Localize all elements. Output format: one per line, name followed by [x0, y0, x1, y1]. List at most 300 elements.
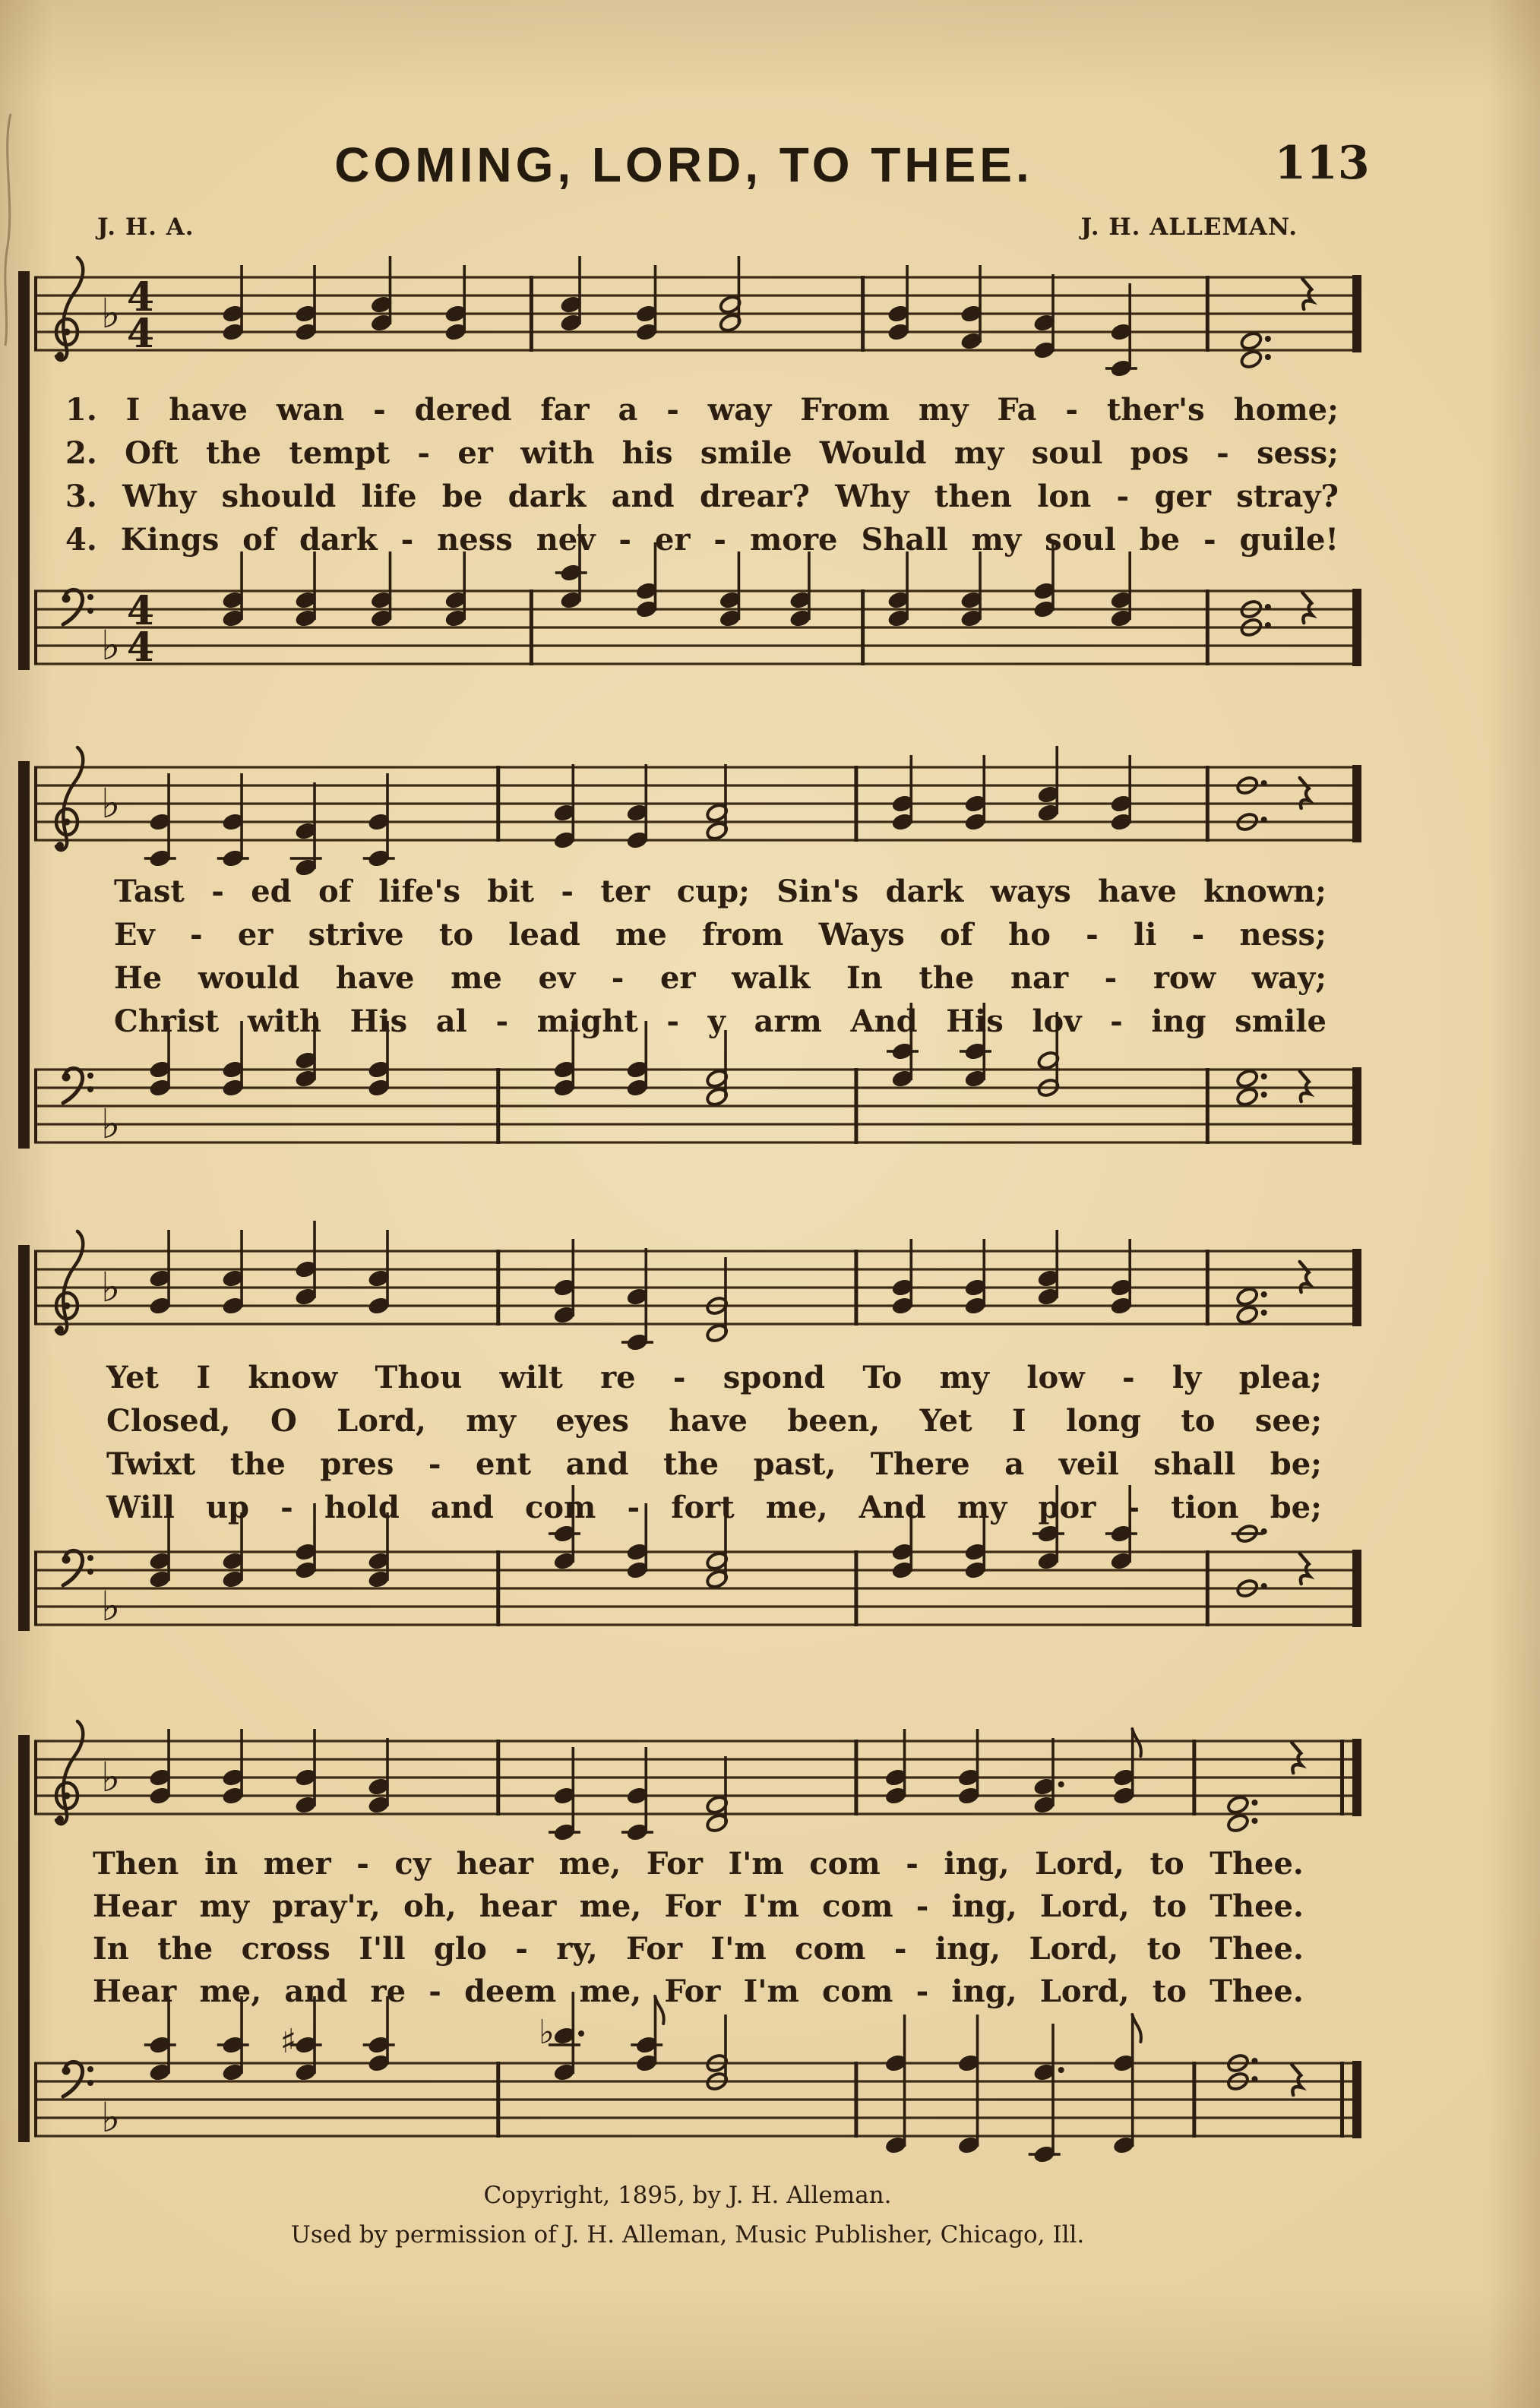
- lyric-token: dark: [299, 522, 378, 558]
- lyric-token: ry,: [556, 1931, 598, 1967]
- lyric-token: al: [435, 1003, 467, 1039]
- staff-line: [34, 608, 1360, 610]
- staff-line: [34, 1605, 1360, 1607]
- note-chord: [367, 1230, 391, 1316]
- lyric-token: com: [525, 1490, 596, 1525]
- lyric-token: know: [248, 1360, 338, 1395]
- staff-line: [34, 2135, 1360, 2137]
- lyric-token: -: [428, 1973, 441, 2009]
- lyric-token: re: [370, 1973, 406, 2009]
- verse-1-line-3: [65, 479, 1339, 522]
- lyric-token: -: [1110, 1003, 1123, 1039]
- lyric-token: Ev: [114, 917, 155, 953]
- lyric-token: shall: [1153, 1446, 1236, 1482]
- lyric-token: For: [664, 1888, 721, 1924]
- staff-line: [34, 644, 1360, 646]
- lyric-token: dark: [508, 479, 587, 514]
- staff-line: [34, 294, 1360, 296]
- barline: [1206, 276, 1210, 352]
- verse-1-line-2: [65, 435, 1339, 479]
- lyric-token: And: [859, 1490, 926, 1525]
- final-barline: [1352, 1739, 1361, 1816]
- lyric-token: O: [270, 1403, 297, 1439]
- lyric-token: And: [850, 1003, 918, 1039]
- footer: [46, 2182, 1330, 2265]
- lyric-token: the: [205, 435, 261, 471]
- lyric-token: be;: [1270, 1490, 1322, 1525]
- verse-4-line-3: [93, 1931, 1304, 1973]
- lyric-token: ing,: [951, 1888, 1017, 1924]
- lyric-token: the: [663, 1446, 719, 1482]
- lyric-token: to: [1152, 1973, 1187, 2009]
- lyric-token: to: [1149, 1846, 1184, 1882]
- staff-line: [34, 2098, 1360, 2100]
- lyric-token: Lord,: [1039, 1973, 1130, 2009]
- barline: [861, 589, 865, 665]
- lyric-token: wilt: [499, 1360, 563, 1395]
- staff-line: [34, 839, 1360, 841]
- staff-line: [34, 1104, 1360, 1107]
- lyric-token: plea;: [1238, 1360, 1322, 1395]
- lyric-token: tion: [1171, 1490, 1239, 1525]
- lyric-token: -: [1065, 392, 1078, 428]
- lyric-token: soul: [1045, 522, 1116, 558]
- lyric-token: Will: [106, 1490, 175, 1525]
- barline: [530, 589, 533, 665]
- lyric-token: be: [1139, 522, 1181, 558]
- barline: [1192, 2062, 1196, 2138]
- lyric-token: hold: [324, 1490, 400, 1525]
- lyric-token: ing,: [944, 1846, 1010, 1882]
- verse-block-4: [93, 1846, 1304, 2016]
- lyric-token: -: [1104, 960, 1118, 996]
- lyric-token: Fa: [997, 392, 1037, 428]
- lyric-token: ness: [437, 522, 513, 558]
- lyric-token: wan: [276, 392, 345, 428]
- lyric-token: -: [1086, 917, 1099, 953]
- barline: [1206, 1068, 1210, 1144]
- verse-2-line-1: [114, 874, 1327, 917]
- barline: [854, 1068, 858, 1144]
- lyric-token: -: [627, 1490, 640, 1525]
- lyric-token: Kings: [120, 522, 220, 558]
- lyric-token: and: [430, 1490, 494, 1525]
- lyric-token: He: [114, 960, 163, 996]
- lyric-token: Why: [122, 479, 197, 514]
- lyric-token: -: [211, 874, 224, 909]
- barline: [1340, 1740, 1344, 1815]
- lyric-token: 4.: [65, 522, 97, 558]
- barline: [854, 1740, 858, 1815]
- lyric-token: Hear: [93, 1973, 177, 2009]
- staff-line: [34, 1123, 1360, 1125]
- final-barline: [1352, 1067, 1361, 1145]
- lyric-token: -: [713, 522, 727, 558]
- lyric-token: Christ: [114, 1003, 220, 1039]
- lyric-token: of: [939, 917, 973, 953]
- lyric-token: -: [1216, 435, 1229, 471]
- lyric-token: tempt: [289, 435, 391, 471]
- lyric-token: past,: [753, 1446, 836, 1482]
- verse-4-line-1: [93, 1846, 1304, 1888]
- note-chord: [1239, 599, 1271, 637]
- barline: [861, 276, 865, 352]
- lyric-token: I: [196, 1360, 211, 1395]
- rest: [1300, 1071, 1310, 1101]
- lyric-token: nev: [536, 522, 596, 558]
- lyric-token: -: [189, 917, 203, 953]
- lyric-token: -: [666, 1003, 680, 1039]
- lyric-token: I'm: [743, 1973, 799, 2009]
- barline: [1340, 2062, 1344, 2138]
- staff-line: [34, 349, 1360, 351]
- lyric-token: Thee.: [1210, 1846, 1304, 1882]
- lyric-token: Lord,: [1035, 1846, 1124, 1882]
- barline: [496, 2062, 500, 2138]
- lyric-token: -: [400, 522, 414, 558]
- quarter-rest: [1302, 593, 1312, 623]
- lyric-token: ly: [1172, 1360, 1202, 1395]
- page-title: COMING, LORD, TO THEE.: [334, 137, 1033, 192]
- lyric-token: have: [335, 960, 415, 996]
- flat-sign: ♭: [101, 1753, 121, 1801]
- staff-line: [34, 766, 1360, 768]
- flat-sign: ♭: [101, 1100, 121, 1148]
- lyric-token: Lord,: [1039, 1888, 1130, 1924]
- verse-2-line-3: [114, 960, 1327, 1003]
- lyric-token: ther's: [1106, 392, 1205, 428]
- barline: [854, 2062, 858, 2138]
- lyric-token: 2.: [65, 435, 97, 471]
- lyric-token: from: [702, 917, 784, 953]
- lyric-token: to: [1152, 1888, 1187, 1924]
- rest: [1292, 2065, 1301, 2095]
- lyric-token: then: [934, 479, 1012, 514]
- note-chord: [1112, 2015, 1140, 2156]
- flat-sign: ♭: [101, 2094, 121, 2141]
- lyric-token: eyes: [555, 1403, 629, 1439]
- staff-line: [34, 1623, 1360, 1626]
- lyric-token: would: [198, 960, 300, 996]
- lyric-token: -: [1191, 917, 1205, 953]
- lyric-token: I'm: [728, 1846, 784, 1882]
- lyric-token: -: [561, 874, 574, 909]
- lyric-token: me: [615, 917, 667, 953]
- lyric-token: -: [1203, 522, 1216, 558]
- flat-sign: ♭: [101, 621, 121, 669]
- lyric-token: Ways: [818, 917, 905, 953]
- note-chord: [884, 2015, 908, 2156]
- lyric-token: Thee.: [1210, 1888, 1304, 1924]
- barline: [530, 276, 533, 352]
- lyric-token: in: [204, 1846, 239, 1882]
- staff-line: [34, 1323, 1360, 1325]
- lyric-token: Lord,: [337, 1403, 426, 1439]
- rest: [1292, 1743, 1301, 1773]
- lyric-token: to: [438, 917, 473, 953]
- lyric-token: His: [946, 1003, 1004, 1039]
- lyric-token: the: [229, 1446, 286, 1482]
- lyric-token: lead: [508, 917, 580, 953]
- lyric-token: of: [242, 522, 277, 558]
- lyric-token: Closed,: [106, 1403, 231, 1439]
- lyric-token: glo: [433, 1931, 487, 1967]
- lyric-token: me,: [765, 1490, 828, 1525]
- lyric-token: Sin's: [776, 874, 859, 909]
- lyric-token: veil: [1058, 1446, 1119, 1482]
- lyric-token: fort: [671, 1490, 735, 1525]
- lyric-token: the: [919, 960, 975, 996]
- lyric-token: com: [795, 1931, 866, 1967]
- lyric-token: Thee.: [1210, 1931, 1304, 1967]
- lyric-token: dered: [414, 392, 512, 428]
- page-number: 113: [1274, 137, 1370, 190]
- lyric-token: pray'r,: [272, 1888, 381, 1924]
- lyric-token: er: [237, 917, 274, 953]
- barline: [496, 1250, 500, 1326]
- lyric-token: low: [1026, 1360, 1085, 1395]
- barline: [1192, 1740, 1196, 1815]
- lyric-token: guile!: [1239, 522, 1339, 558]
- lyric-token: me,: [579, 1888, 642, 1924]
- time-signature: 4: [126, 311, 155, 357]
- lyric-token: er: [654, 522, 691, 558]
- barline: [1206, 1550, 1210, 1626]
- barline: [1206, 589, 1210, 665]
- lyric-token: I: [125, 392, 141, 428]
- quarter-rest: [1292, 1743, 1301, 1773]
- staff-line: [34, 1550, 1360, 1553]
- lyric-token: -: [417, 435, 430, 471]
- verse-1-line-4: [65, 522, 1339, 565]
- lyric-token: ing: [1151, 1003, 1206, 1039]
- lyric-token: me,: [558, 1846, 621, 1882]
- lyric-token: drear?: [699, 479, 810, 514]
- flat-sign: ♭: [101, 289, 121, 337]
- lyric-token: ed: [251, 874, 292, 909]
- lyric-token: mer: [263, 1846, 331, 1882]
- lyric-token: re: [600, 1360, 636, 1395]
- lyric-token: y: [707, 1003, 726, 1039]
- lyric-token: stray?: [1236, 479, 1339, 514]
- lyric-token: life: [361, 479, 417, 514]
- lyric-token: and: [284, 1973, 348, 2009]
- lyric-token: ger: [1154, 479, 1211, 514]
- lyric-token: ness;: [1239, 917, 1327, 953]
- verse-block-2: [114, 874, 1327, 1047]
- lyric-token: have: [669, 1403, 748, 1439]
- lyric-token: been,: [787, 1403, 881, 1439]
- lyric-token: Hear: [93, 1888, 177, 1924]
- time-signature: 4: [126, 624, 155, 671]
- lyric-token: have: [169, 392, 248, 428]
- quarter-rest: [1300, 1071, 1310, 1101]
- lyric-token: ev: [538, 960, 576, 996]
- lyric-token: me,: [199, 1973, 262, 2009]
- lyric-token: ways: [990, 874, 1071, 909]
- staff-line: [34, 662, 1360, 665]
- staff-line: [34, 1141, 1360, 1143]
- verse-block-3: [106, 1360, 1322, 1533]
- barline: [496, 1550, 500, 1626]
- staff-line: [34, 589, 1360, 592]
- staff-line: [34, 1268, 1360, 1270]
- lyric-token: por: [1038, 1490, 1096, 1525]
- note-chord: [1032, 274, 1057, 361]
- lyric-token: life's: [378, 874, 461, 909]
- lyric-token: his: [621, 435, 673, 471]
- lyric-token: -: [515, 1931, 528, 1967]
- note-chord: [957, 2015, 981, 2156]
- verse-2-line-4: [114, 1003, 1327, 1047]
- lyric-token: row: [1153, 960, 1216, 996]
- final-barline: [1352, 589, 1361, 666]
- lyric-token: smile: [700, 435, 792, 471]
- verse-2-line-2: [114, 917, 1327, 960]
- lyric-token: Would: [819, 435, 927, 471]
- lyric-token: ter: [600, 874, 650, 909]
- staff-line: [34, 1812, 1360, 1815]
- lyric-token: cross: [241, 1931, 330, 1967]
- lyric-token: -: [618, 522, 632, 558]
- barline: [854, 1550, 858, 1626]
- time-signature: 4: [126, 588, 155, 634]
- verse-4-line-2: [93, 1888, 1304, 1931]
- verse-3-line-2: [106, 1403, 1322, 1446]
- lyric-token: a: [1004, 1446, 1025, 1482]
- lyric-token: ent: [476, 1446, 532, 1482]
- lyric-token: arm: [754, 1003, 822, 1039]
- lyric-token: Tast: [114, 874, 185, 909]
- lyric-token: com: [822, 1888, 893, 1924]
- lyric-token: see;: [1254, 1403, 1322, 1439]
- lyric-token: and: [611, 479, 675, 514]
- lyric-token: to: [1146, 1931, 1181, 1967]
- lyric-token: er: [659, 960, 696, 996]
- lyric-token: -: [428, 1446, 441, 1482]
- final-barline: [1352, 2061, 1361, 2138]
- verse-3-line-1: [106, 1360, 1322, 1403]
- lyric-token: strive: [308, 917, 404, 953]
- lyric-token: ing,: [951, 1973, 1017, 2009]
- lyric-token: have: [1098, 874, 1177, 909]
- lyric-token: Oft: [125, 435, 179, 471]
- rest: [1302, 593, 1312, 623]
- lyric-token: In: [846, 960, 883, 996]
- flat-sign: ♭: [101, 779, 121, 827]
- quarter-rest: [1302, 279, 1312, 309]
- lyric-token: -: [915, 1888, 929, 1924]
- lyric-token: my: [918, 392, 969, 428]
- lyric-token: far: [540, 392, 590, 428]
- lyric-token: For: [646, 1846, 703, 1882]
- lyric-token: -: [373, 392, 386, 428]
- final-barline: [1352, 275, 1361, 352]
- staff-line: [34, 626, 1360, 628]
- flat-sign: ♭: [101, 1582, 121, 1630]
- lyric-token: with: [520, 435, 595, 471]
- lyric-token: For: [664, 1973, 721, 2009]
- staff-line: [34, 1286, 1360, 1288]
- lyric-token: -: [495, 1003, 509, 1039]
- note-chord: [621, 1248, 653, 1353]
- lyric-token: my: [953, 435, 1004, 471]
- note-chord: [1029, 2024, 1064, 2165]
- note-chord: [625, 764, 650, 851]
- composer-name: J. H. ALLEMAN.: [1080, 213, 1298, 241]
- final-barline: [1352, 765, 1361, 842]
- lyric-token: 1.: [65, 392, 97, 428]
- lyric-token: hear: [479, 1888, 557, 1924]
- lyric-token: Then: [93, 1846, 179, 1882]
- lyric-token: up: [205, 1490, 249, 1525]
- system-4-bass-staff: [15, 1987, 1390, 2215]
- lyric-token: ho: [1008, 917, 1051, 953]
- rest: [1302, 279, 1312, 309]
- lyric-token: -: [915, 1973, 929, 2009]
- lyric-token: lon: [1037, 479, 1092, 514]
- barline: [854, 1250, 858, 1326]
- composer-initials: J. H. A.: [97, 213, 194, 241]
- lyric-token: sess;: [1257, 435, 1339, 471]
- copyright-line: Copyright, 1895, by J. H. Alleman.: [483, 2182, 892, 2209]
- lyric-token: my: [971, 522, 1022, 558]
- sharp-icon: ♯: [280, 2022, 297, 2061]
- barline: [496, 766, 500, 842]
- flat-icon: ♭: [539, 2013, 555, 2052]
- lyric-token: -: [893, 1931, 907, 1967]
- lyric-token: com: [822, 1973, 893, 2009]
- verse-3-line-3: [106, 1446, 1322, 1490]
- lyric-token: long: [1066, 1403, 1141, 1439]
- lyric-token: Shall: [861, 522, 948, 558]
- lyric-token: to: [1181, 1403, 1216, 1439]
- lyric-token: a: [618, 392, 638, 428]
- lyric-token: In: [93, 1931, 129, 1967]
- flat-sign: ♭: [101, 1263, 121, 1311]
- lyric-token: -: [1116, 479, 1130, 514]
- staff-line: [34, 802, 1360, 804]
- verse-1-line-1: [65, 392, 1339, 435]
- lyric-token: might: [536, 1003, 638, 1039]
- lyric-token: my: [199, 1888, 250, 1924]
- lyric-token: and: [565, 1446, 629, 1482]
- staff-line: [34, 2062, 1360, 2064]
- lyric-token: spond: [723, 1360, 826, 1395]
- lyric-token: pres: [320, 1446, 394, 1482]
- lyric-token: Twixt: [106, 1446, 196, 1482]
- lyric-token: my: [466, 1403, 516, 1439]
- lyric-token: I'm: [710, 1931, 767, 1967]
- lyric-token: There: [870, 1446, 970, 1482]
- lyric-token: -: [672, 1360, 686, 1395]
- lyric-token: me,: [579, 1973, 642, 2009]
- lyric-token: Thee.: [1210, 1973, 1304, 2009]
- lyric-token: Lord,: [1029, 1931, 1119, 1967]
- note-chord: [221, 1230, 245, 1316]
- staff-line: [34, 784, 1360, 786]
- lyric-token: From: [800, 392, 890, 428]
- lyric-token: me: [451, 960, 502, 996]
- note-chord: [1226, 2052, 1258, 2091]
- barline: [496, 1740, 500, 1815]
- rest: [1300, 1553, 1310, 1584]
- barline: [496, 1068, 500, 1144]
- lyric-token: 3.: [65, 479, 97, 514]
- lyric-token: ing,: [934, 1931, 1001, 1967]
- lyric-token: with: [247, 1003, 321, 1039]
- lyric-token: To: [862, 1360, 903, 1395]
